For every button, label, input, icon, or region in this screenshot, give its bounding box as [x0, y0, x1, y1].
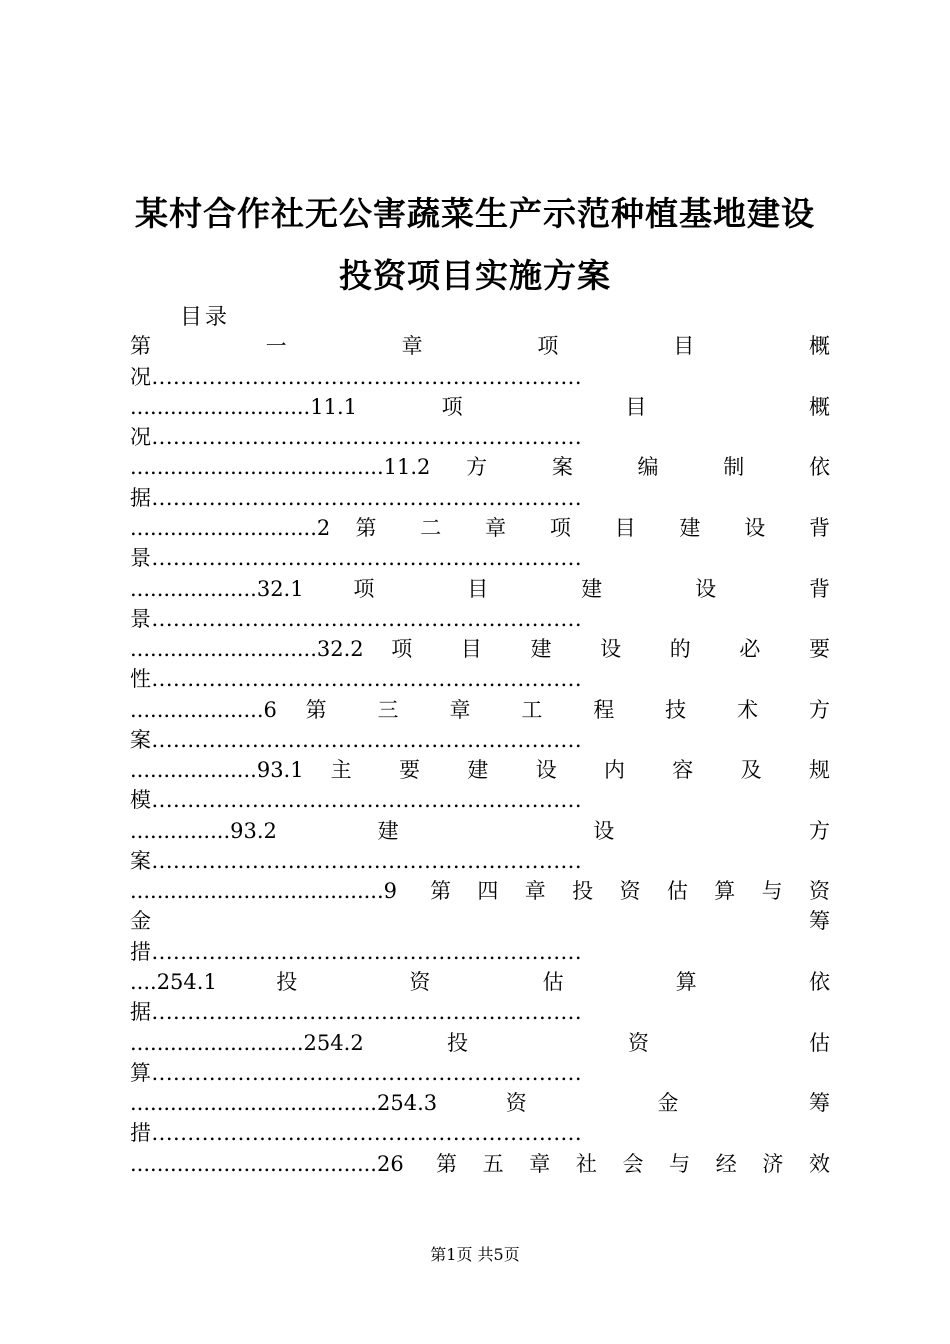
- toc-line: 况............................................................: [130, 425, 583, 449]
- toc-line: 性............................................................: [130, 667, 583, 691]
- toc-line: 据............................................................: [130, 486, 583, 510]
- toc-line: ...............93.2 建 设 方: [130, 819, 830, 843]
- toc-line: 第 一 章 项 目 概: [130, 334, 830, 358]
- toc-line: 况............................................................: [130, 365, 583, 389]
- toc-line: 措............................................................: [130, 1121, 583, 1145]
- toc-line: .....................................26 第五章社会与经济效: [130, 1152, 830, 1176]
- toc-line: ...................32.1 项 目 建 设 背: [130, 577, 830, 601]
- toc-line: ..........................254.2 投 资 估: [130, 1031, 830, 1055]
- toc-line: ......................................9 第四章投资估算与资: [130, 879, 830, 903]
- toc-line: 案............................................................: [130, 728, 583, 752]
- toc-line: ............................32.2 项 目 建 设 的 必 要: [130, 637, 830, 661]
- document-title-line-2: 投资项目实施方案: [339, 256, 611, 295]
- toc-line: ....254.1 投 资 估 算 依: [130, 970, 830, 994]
- toc-line: .....................................254.3 资 金 筹: [130, 1091, 830, 1115]
- page-footer: 第1页 共5页: [430, 1245, 520, 1264]
- toc-line: ......................................11.2 方 案 编 制 依: [130, 455, 830, 479]
- toc-line: 景............................................................: [130, 546, 583, 570]
- toc-line: 措............................................................: [130, 940, 583, 964]
- toc-line: 案............................................................: [130, 849, 583, 873]
- toc-line: 模............................................................: [130, 788, 583, 812]
- toc-line: ...................93.1 主 要 建 设 内 容 及 规: [130, 758, 830, 782]
- toc-line: ............................2 第 二 章 项 目 建 设 背: [130, 516, 830, 540]
- toc-line: 据............................................................: [130, 1000, 583, 1024]
- document-title-line-1: 某村合作社无公害蔬菜生产示范种植基地建设: [135, 194, 815, 233]
- toc-line: 算............................................................: [130, 1061, 583, 1085]
- toc-heading: 目录: [180, 305, 231, 330]
- toc-line: 景............................................................: [130, 607, 583, 631]
- toc-line: ...........................11.1 项 目 概: [130, 395, 830, 419]
- toc-line: ....................6 第 三 章 工 程 技 术 方: [130, 698, 830, 722]
- toc-line: 金 筹: [130, 909, 830, 933]
